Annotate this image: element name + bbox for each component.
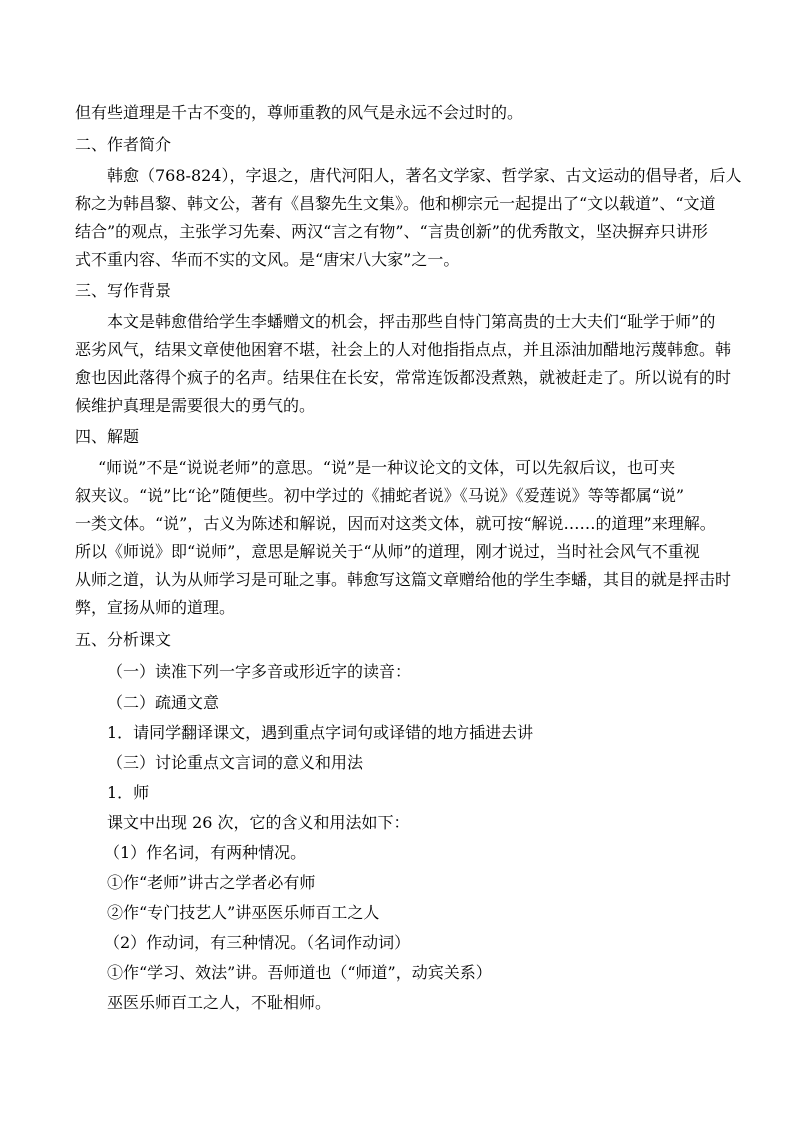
subheading: （二）疏通文意 [107, 693, 220, 712]
paragraph-line: 候维护真理是需要很大的勇气的。 [75, 396, 316, 415]
section-heading-analysis: 五、分析课文 [75, 630, 172, 649]
paragraph-line: 结合”的观点，主张学习先秦、两汉“言之有物”、“言贵创新”的优秀散文，坚决摒弃只讲形 [75, 222, 708, 241]
text-line: 但有些道理是千古不变的，尊师重教的风气是永远不会过时的。 [75, 103, 524, 122]
text-line: ②作“专门技艺人”讲巫医乐师百工之人 [107, 903, 380, 922]
paragraph-line: 叙夹议。“说”比“论”随便些。初中学过的《捕蛇者说》《马说》《爱莲说》等等都属“说” [75, 486, 685, 505]
paragraph-line: 弊，宣扬从师的道理。 [75, 598, 236, 617]
text-line: ①作“老师”讲古之学者必有师 [107, 873, 316, 892]
section-heading-background: 三、写作背景 [75, 281, 172, 300]
paragraph-line: 本文是韩愈借给学生李蟠赠文的机会，抨击那些自恃门第高贵的士大夫们“耻学于师”的 [107, 312, 716, 331]
section-heading-title: 四、解题 [75, 427, 140, 446]
paragraph-line: “师说”不是“说说老师”的意思。“说”是一种议论文的文体，可以先叙后议，也可夹 [98, 458, 676, 477]
list-item: 1．请同学翻译课文，遇到重点字词句或译错的地方插进去讲 [107, 723, 534, 742]
list-item: 1．师 [107, 783, 150, 802]
subheading: （一）读准下列一字多音或形近字的读音： [107, 662, 412, 681]
text-line: 课文中出现 26 次，它的含义和用法如下： [107, 813, 410, 832]
text-line: ①作“学习、效法”讲。吾师道也（“师道”，动宾关系） [107, 963, 492, 982]
text-line: （1）作名词，有两种情况。 [104, 843, 307, 862]
paragraph-line: 一类文体。“说”，古义为陈述和解说，因而对这类文体，就可按“解说……的道理”来理解。 [75, 514, 716, 533]
paragraph-line: 恶劣风气，结果文章使他困窘不堪，社会上的人对他指指点点，并且添油加醋地污蔑韩愈。韩 [75, 340, 732, 359]
text-line: 巫医乐师百工之人，不耻相师。 [107, 993, 332, 1012]
subheading: （三）讨论重点文言词的意义和用法 [107, 753, 364, 772]
text-line: （2）作动词，有三种情况。（名词作动词） [104, 933, 411, 952]
paragraph-line: 从师之道，认为从师学习是可耻之事。韩愈写这篇文章赠给他的学生李蟠，其目的就是抨击时 [75, 570, 732, 589]
section-heading-author: 二、作者简介 [75, 135, 172, 154]
paragraph-line: 愈也因此落得个疯子的名声。结果住在长安，常常连饭都没煮熟，就被赶走了。所以说有的时 [75, 368, 732, 387]
paragraph-line: 韩愈（768-824），字退之，唐代河阳人，著名文学家、哲学家、古文运动的倡导者，后人 [107, 166, 742, 185]
paragraph-line: 称之为韩昌黎、韩文公，著有《昌黎先生文集》。他和柳宗元一起提出了“文以载道”、“文道 [75, 194, 716, 213]
paragraph-line: 式不重内容、华而不实的文风。是“唐宋八大家”之一。 [75, 250, 460, 269]
paragraph-line: 所以《师说》即“说师”，意思是解说关于“从师”的道理，刚才说过，当时社会风气不重视 [75, 542, 700, 561]
